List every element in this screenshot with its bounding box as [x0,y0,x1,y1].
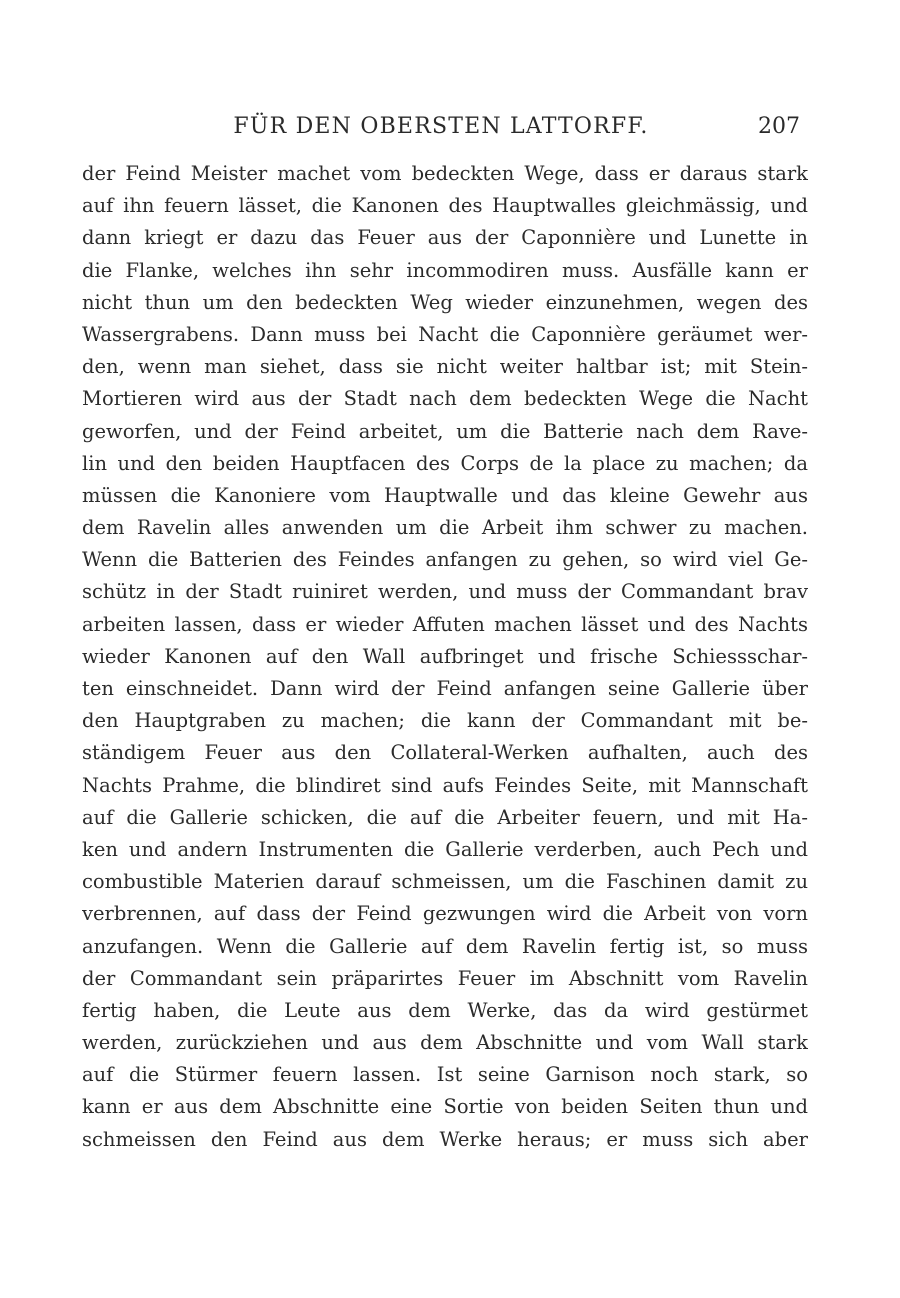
text-line: Nachts Prahme, die blindiret sind aufs Feindes Seite, mit Mannschaft [82,773,808,797]
text-line: werden, zurückziehen und aus dem Abschnitte und vom Wall stark [82,1031,808,1055]
page-number: 207 [758,114,800,139]
text-line: combustible Materien darauf schmeissen, um die Faschinen damit zu [82,870,808,894]
text-line: Wenn die Batterien des Feindes anfangen zu gehen, so wird viel Ge- [82,548,808,572]
running-title: FÜR DEN OBERSTEN LATTORFF. [233,114,649,139]
text-line: dann kriegt er dazu das Feuer aus der Caponnière und Lunette in [82,226,808,250]
text-line: verbrennen, auf dass der Feind gezwungen wird die Arbeit von vorn [82,902,808,926]
text-line: die Flanke, welches ihn sehr incommodiren muss. Ausfälle kann er [82,258,808,282]
text-line: geworfen, und der Feind arbeitet, um die Batterie nach dem Rave- [82,419,808,443]
text-line: Wassergrabens. Dann muss bei Nacht die Caponnière geräumet wer- [82,322,808,346]
text-line: ken und andern Instrumenten die Gallerie verderben, auch Pech und [82,837,808,861]
text-line: müssen die Kanoniere vom Hauptwalle und das kleine Gewehr aus [82,483,808,507]
text-line: wieder Kanonen auf den Wall aufbringet und frische Schiessschar- [82,644,808,668]
text-line: lin und den beiden Hauptfacen des Corps de la place zu machen; da [82,451,808,475]
text-line: dem Ravelin alles anwenden um die Arbeit ihm schwer zu machen. [82,516,808,540]
text-line: schütz in der Stadt ruiniret werden, und muss der Commandant brav [82,580,808,604]
body-text [82,158,808,1156]
text-line: schmeissen den Feind aus dem Werke heraus; er muss sich aber [82,1127,808,1151]
text-line: auf ihn feuern lässet, die Kanonen des Hauptwalles gleichmässig, und [82,194,808,218]
text-line: den, wenn man siehet, dass sie nicht weiter haltbar ist; mit Stein- [82,355,808,379]
text-line: auf die Gallerie schicken, die auf die Arbeiter feuern, und mit Ha- [82,805,808,829]
text-line: Mortieren wird aus der Stadt nach dem bedeckten Wege die Nacht [82,387,808,411]
text-line: anzufangen. Wenn die Gallerie auf dem Ravelin fertig ist, so muss [82,934,808,958]
text-line: der Commandant sein präparirtes Feuer im Abschnitt vom Ravelin [82,966,808,990]
text-line: arbeiten lassen, dass er wieder Affuten machen lässet und des Nachts [82,612,808,636]
text-line: der Feind Meister machet vom bedeckten Wege, dass er daraus stark [82,162,808,185]
text-line: ständigem Feuer aus den Collateral-Werken aufhalten, auch des [82,741,808,765]
text-line: nicht thun um den bedeckten Weg wieder einzunehmen, wegen des [82,290,808,314]
running-head [82,114,800,146]
text-line: den Hauptgraben zu machen; die kann der Commandant mit be- [82,709,808,733]
text-line: kann er aus dem Abschnitte eine Sortie von beiden Seiten thun und [82,1095,808,1119]
text-line: ten einschneidet. Dann wird der Feind anfangen seine Gallerie über [82,677,808,700]
text-line: fertig haben, die Leute aus dem Werke, das da wird gestürmet [82,998,808,1022]
text-line: auf die Stürmer feuern lassen. Ist seine Garnison noch stark, so [82,1063,808,1087]
